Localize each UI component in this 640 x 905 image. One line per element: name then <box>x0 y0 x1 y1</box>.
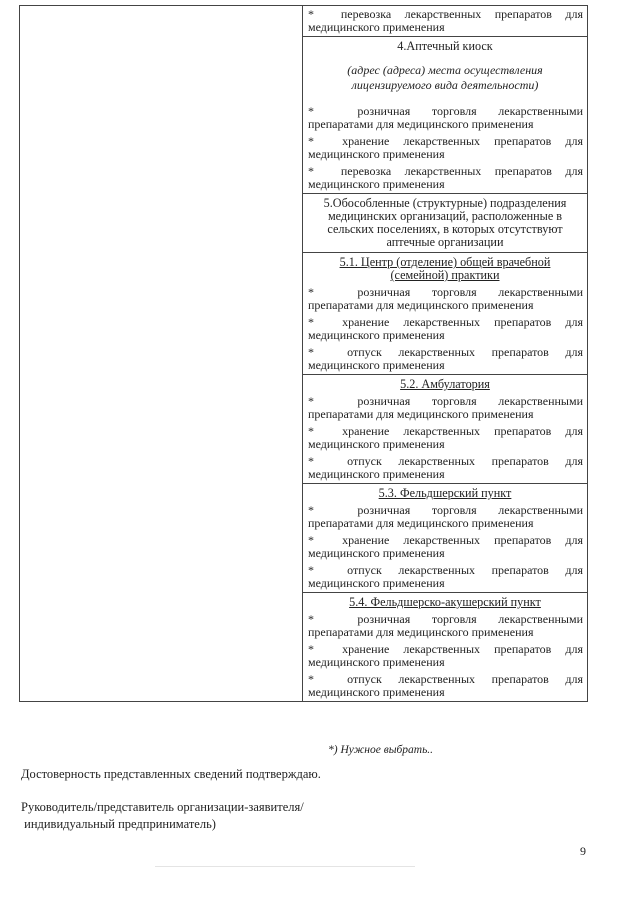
scan-artifact-line <box>155 866 415 867</box>
row-transport-1: * перевозка лекарственных препаратов для медицинского применения <box>303 6 588 37</box>
subsection-5-3: 5.3. Фельдшерский пункт * розничная торговля лекарственными препаратами для медицинского применения * хранение лекарственных препаратов для медицинского применения * отпуск лекарственных препаратов для медицинского применения <box>303 484 588 593</box>
row-kiosk: 4.Аптечный киоск (адрес (адреса) места осуществления лицензируемого вида деятельности) * розничная торговля лекарственными препаратами для медицинского применения * хранение лекарственных препаратов для медицинского применения * перевозка лекарственных препаратов для медицинского применения <box>303 37 588 194</box>
kiosk-heading: 4.Аптечный киоск <box>397 39 493 53</box>
left-empty-column <box>20 6 303 702</box>
row-section5-heading: 5.Обособленные (структурные) подразделения медицинских организаций, расположенные в сельских поселениях, в которых отсутствуют аптечные организации <box>303 194 588 253</box>
subsection-5-4: 5.4. Фельдшерско-акушерский пункт * розничная торговля лекарственными препаратами для медицинского применения * хранение лекарственных препаратов для медицинского применения * отпуск лекарственных препаратов для медицинского применения <box>303 593 588 702</box>
page-number: 9 <box>580 844 586 858</box>
subsection-title: 5.1. Центр (отделение) общей врачебной (семейной) практики <box>339 255 551 282</box>
item-text-line2: медицинского применения <box>308 20 445 34</box>
subsection-5-2: 5.2. Амбулатория * розничная торговля лекарственными препаратами для медицинского применения * хранение лекарственных препаратов для медицинского применения * отпуск лекарственных препаратов для медицинского применения <box>303 375 588 484</box>
item-text-line1: перевозка лекарственных препаратов для <box>340 7 584 21</box>
license-form-table <box>19 5 588 702</box>
subsection-title: 5.3. Фельдшерский пункт <box>378 486 512 500</box>
confirmation-text: Достоверность представленных сведений подтверждаю. <box>21 767 321 781</box>
subsection-5-1: 5.1. Центр (отделение) общей врачебной (семейной) практики * розничная торговля лекарственными препаратами для медицинского применения * хранение лекарственных препаратов для медицинского применения * отпуск лекарственных препаратов для медицинского применения <box>303 253 588 375</box>
address-caption: (адрес (адреса) места осуществления лицензируемого вида деятельности) <box>347 63 543 92</box>
footnote: *) Нужное выбрать.. <box>328 744 434 756</box>
signer-line-2: индивидуальный предприниматель) <box>21 817 216 831</box>
subsection-title: 5.2. Амбулатория <box>400 377 490 391</box>
signer-line-1: Руководитель/представитель организации-заявителя/ <box>21 800 304 814</box>
subsection-title: 5.4. Фельдшерско-акушерский пункт <box>349 595 541 609</box>
